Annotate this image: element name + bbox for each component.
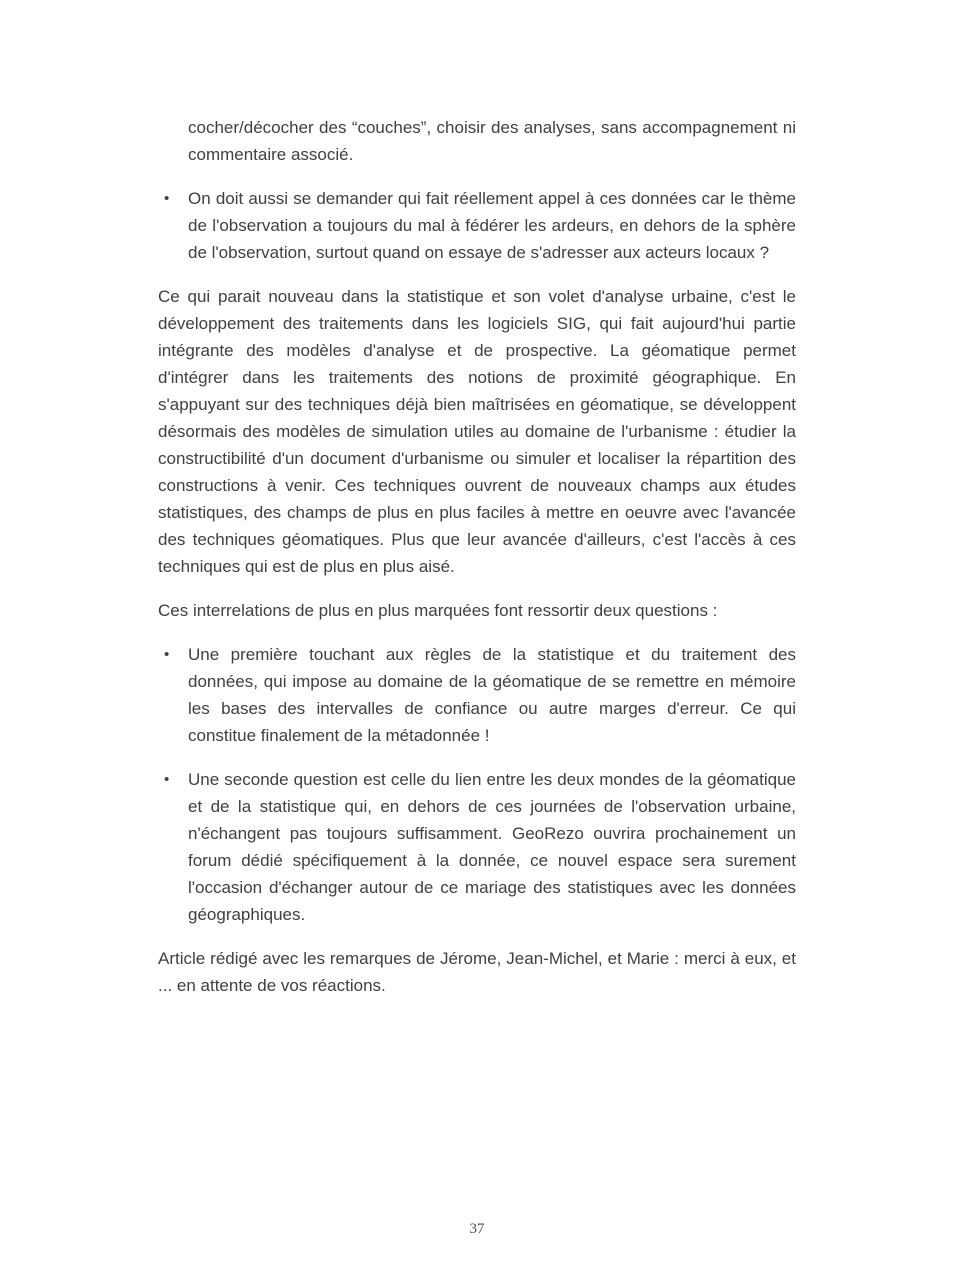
- bullet-text-regles-statistique: Une première touchant aux règles de la statistique et du traitement des données, qui impose au domaine de la géomatique de se remettre en mémoire les bases des intervalles de confiance ou autre marges d'erreur. Ce qui constitue finalement de la métadonnée !: [188, 645, 796, 745]
- bullet-marker: •: [164, 771, 170, 788]
- bullet-marker: •: [164, 190, 170, 207]
- paragraph-interrelations: Ces interrelations de plus en plus marquées font ressortir deux questions :: [158, 601, 718, 620]
- page-content: [158, 114, 796, 1016]
- bullet-item: [158, 766, 796, 928]
- paragraph-continuation: cocher/décocher des “couches”, choisir des analyses, sans accompagnement ni commentaire associé.: [188, 118, 796, 164]
- bullet-item: [158, 641, 796, 749]
- paragraph-article-credits: Article rédigé avec les remarques de Jérome, Jean-Michel, et Marie : merci à eux, et ... en attente de vos réactions.: [158, 949, 796, 995]
- bullet-item: [158, 185, 796, 266]
- bullet-marker: •: [164, 646, 170, 663]
- bullet-text-observation-appel: On doit aussi se demander qui fait réellement appel à ces données car le thème de l'observation a toujours du mal à fédérer les ardeurs, en dehors de la sphère de l'observation, surtout quand on essaye de s'adresser aux acteurs locaux ?: [188, 189, 796, 262]
- page-number: 37: [469, 1221, 485, 1237]
- paragraph-statistique-sig: Ce qui parait nouveau dans la statistique et son volet d'analyse urbaine, c'est le développement des traitements dans les logiciels SIG, qui fait aujourd'hui partie intégrante des modèles d'analyse et de prospective. La géomatique permet d'intégrer dans les traitements des notions de proximité géographique. En s'appuyant sur des techniques déjà bien maîtrisées en géomatique, se développent désormais des modèles de simulation utiles au domaine de l'urbanisme : étudier la constructibilité d'un document d'urbanisme ou simuler et localiser la répartition des constructions à venir. Ces techniques ouvrent de nouveaux champs aux études statistiques, des champs de plus en plus faciles à mettre en oeuvre avec l'avancée des techniques géomatiques. Plus que leur avancée d'ailleurs, c'est l'accès à ces techniques qui est de plus en plus aisé.: [158, 287, 796, 576]
- bullet-text-lien-deux-mondes: Une seconde question est celle du lien entre les deux mondes de la géomatique et de la statistique qui, en dehors de ces journées de l'observation urbaine, n'échangent pas toujours suffisamment. GeoRezo ouvrira prochainement un forum dédié spécifiquement à la donnée, ce nouvel espace sera surement l'occasion d'échanger autour de ce mariage des statistiques avec les données géographiques.: [188, 770, 796, 924]
